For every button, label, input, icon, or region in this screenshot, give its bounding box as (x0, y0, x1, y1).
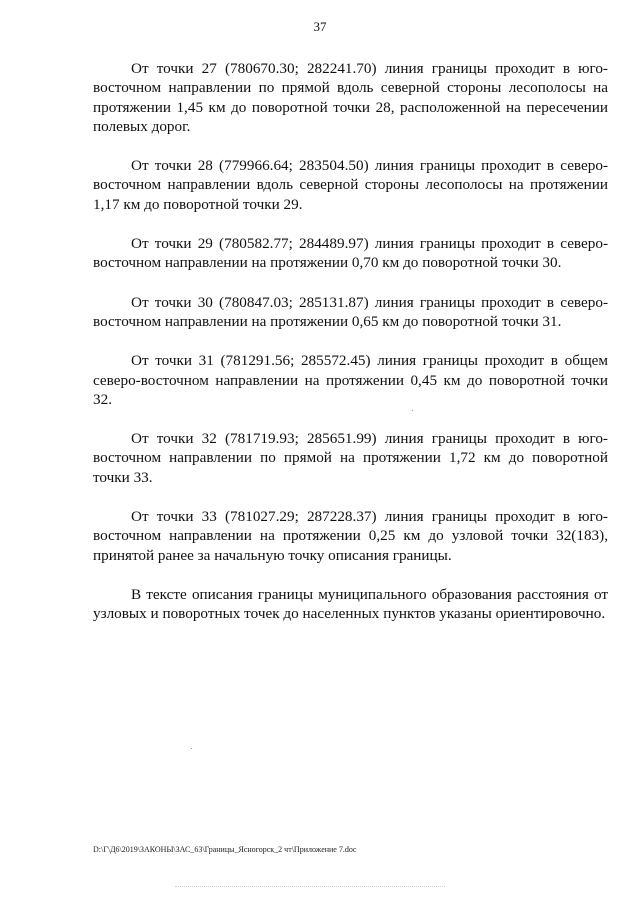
paragraph-point-28: От точки 28 (779966.64; 283504.50) линия границы проходит в северо-восточном направлении вдоль северной стороны лесополосы на протяжении 1,17 км до поворотной точки 29. (93, 157, 608, 213)
paragraph-point-30: От точки 30 (780847.03; 285131.87) линия границы проходит в северо-восточном направлении на протяжении 0,65 км до поворотной точки 31. (93, 293, 608, 330)
paragraph-note: В тексте описания границы муниципального образования расстояния от узловых и поворотных точек до населенных пунктов указаны ориентировочно. (93, 585, 608, 623)
paragraph-point-27: От точки 27 (780670.30; 282241.70) линия границы проходит в юго-восточном направлении по прямой вдоль северной стороны лесополосы на протяжении 1,45 км до поворотной точки 28, расположенной на пересечении полевых дорог. (93, 60, 608, 135)
document-body (93, 59, 608, 644)
scan-speck (191, 748, 192, 749)
paragraph-point-33: От точки 33 (781027.29; 287228.37) линия границы проходит в юго-восточном направлении на протяжении 0,25 км до узловой точки 32(183), принятой ранее за начальную точку описания границы. (93, 508, 608, 564)
paragraph-point-32: От точки 32 (781719.93; 285651.99) линия границы проходит в юго-восточном направлении по прямой на протяжении 1,72 км до поворотной точки 33. (93, 430, 608, 486)
scan-artifact-line (175, 886, 445, 887)
scan-speck (412, 410, 413, 411)
page-number: 37 (313, 19, 327, 34)
file-path-footer: D:\Г\Д6\2019\ЗАКОНЫ\ЗАС_63\Границы_Ясногорск_2 чт\Приложение 7.doc (93, 845, 357, 854)
paragraph-point-31: От точки 31 (781291.56; 285572.45) линия границы проходит в общем северо-восточном направлении на протяжении 0,45 км до поворотной точки 32. (93, 352, 608, 408)
paragraph-point-29: От точки 29 (780582.77; 284489.97) линия границы проходит в северо-восточном направлении на протяжении 0,70 км до поворотной точки 30. (93, 235, 608, 272)
